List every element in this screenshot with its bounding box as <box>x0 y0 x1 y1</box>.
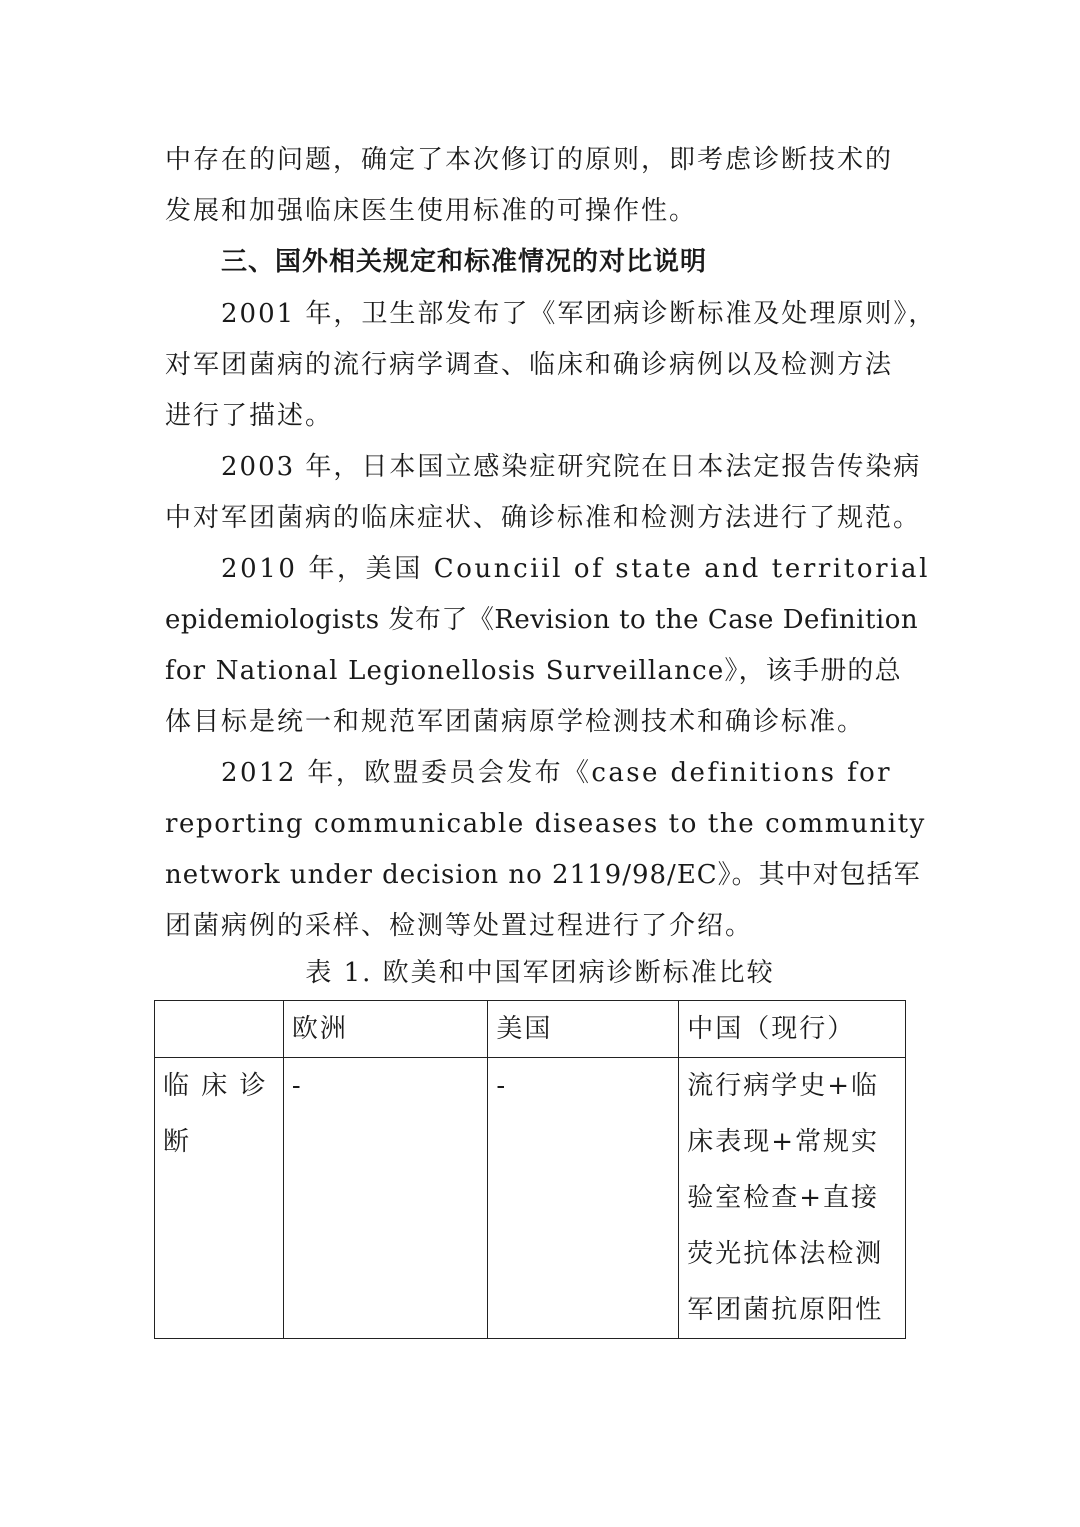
paragraph-line: for National Legionellosis Surveillance》，该手册的总 <box>165 656 902 686</box>
table-row <box>155 1058 906 1339</box>
cell-europe: - <box>283 1058 488 1339</box>
row-label-line: 断 <box>163 1127 192 1157</box>
header-cell-empty <box>155 1001 284 1058</box>
table-caption: 表 1. 欧美和中国军团病诊断标准比较 <box>305 958 775 988</box>
paragraph-line: 发展和加强临床医生使用标准的可操作性。 <box>165 196 698 226</box>
table-header-row <box>155 1001 906 1058</box>
section-heading: 三、国外相关规定和标准情况的对比说明 <box>221 247 708 277</box>
cell-china-line: 流行病学史+临 <box>687 1071 879 1101</box>
comparison-table <box>154 1000 906 1339</box>
paragraph-line: 中存在的问题，确定了本次修订的原则，即考虑诊断技术的 <box>165 145 894 175</box>
paragraph-line: 对军团菌病的流行病学调查、临床和确诊病例以及检测方法 <box>165 350 894 380</box>
paragraph-line: 2010 年，美国 Counciil of state and territorial <box>221 554 931 584</box>
header-cell-europe: 欧洲 <box>283 1001 488 1058</box>
cell-china-line: 荧光抗体法检测 <box>687 1239 884 1269</box>
cell-usa: - <box>488 1058 679 1339</box>
paragraph-line: epidemiologists 发布了《Revision to the Case Definition <box>165 605 919 635</box>
paragraph-line: 进行了描述。 <box>165 401 334 431</box>
cell-china-line: 床表现+常规实 <box>687 1127 879 1157</box>
row-label-cell <box>155 1058 284 1339</box>
paragraph-line: 2003 年，日本国立感染症研究院在日本法定报告传染病 <box>221 452 922 482</box>
paragraph-line: 团菌病例的采样、检测等处置过程进行了介绍。 <box>165 911 754 941</box>
paragraph-line: network under decision no 2119/98/EC》。其中对包括军 <box>165 860 921 890</box>
paragraph-line: reporting communicable diseases to the community <box>165 809 926 839</box>
cell-china-line: 验室检查+直接 <box>687 1183 879 1213</box>
paragraph-line: 中对军团菌病的临床症状、确诊标准和检测方法进行了规范。 <box>165 503 922 533</box>
header-cell-china: 中国（现行） <box>679 1001 906 1058</box>
cell-china-line: 军团菌抗原阳性 <box>687 1295 884 1325</box>
cell-china <box>679 1058 906 1339</box>
paragraph-line: 体目标是统一和规范军团菌病原学检测技术和确诊标准。 <box>165 707 866 737</box>
row-label-line: 临 床 诊 <box>163 1071 268 1101</box>
paragraph-line: 2012 年，欧盟委员会发布《case definitions for <box>221 758 892 788</box>
paragraph-line: 2001 年，卫生部发布了《军团病诊断标准及处理原则》， <box>221 299 937 329</box>
header-cell-usa: 美国 <box>488 1001 679 1058</box>
